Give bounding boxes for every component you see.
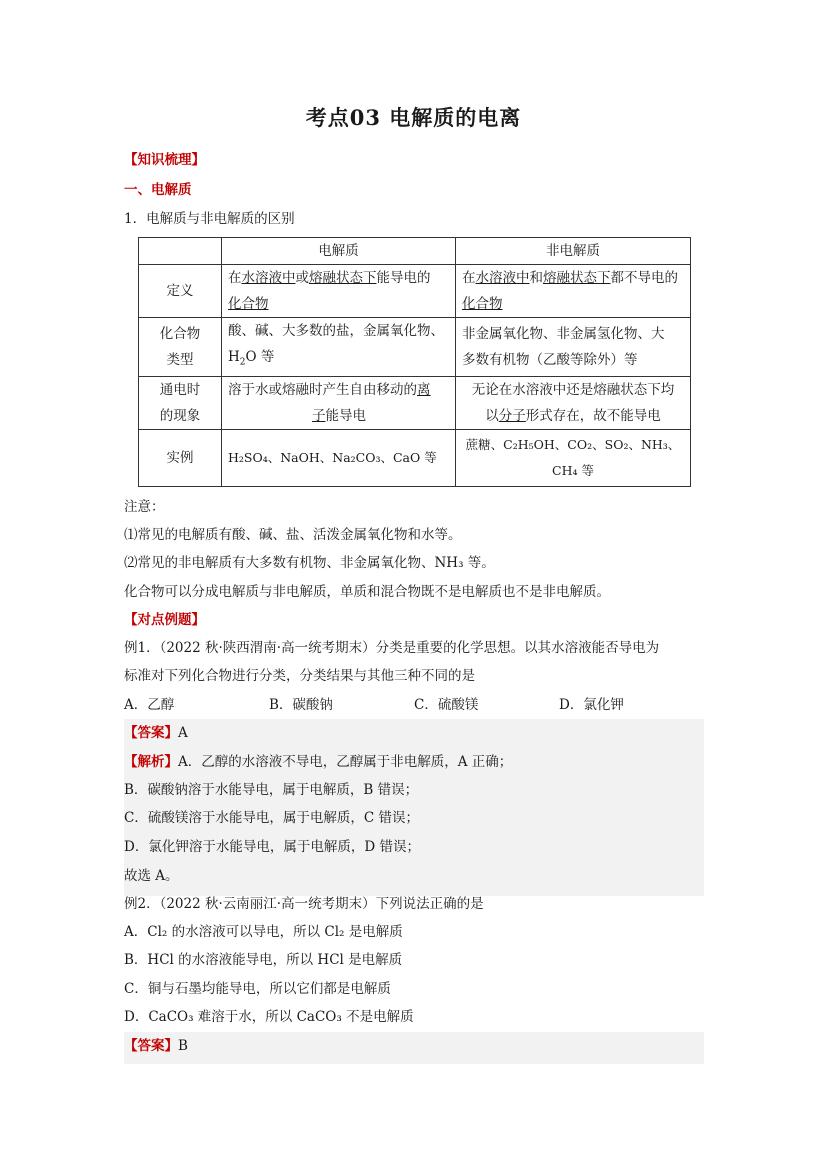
example2-answer: 【答案】B: [124, 1038, 188, 1054]
notes-label: 注意：: [124, 499, 165, 515]
table-header-cell: 非电解质: [456, 238, 691, 265]
option-b: B．碳酸钠: [269, 697, 333, 713]
analysis-line: 故选 A。: [124, 868, 179, 884]
note-item: ⑴常见的电解质有酸、碱、盐、活泼金属氧化物和水等。: [124, 527, 462, 543]
example1-stem: 例1．（2022 秋·陕西渭南·高一统考期末）分类是重要的化学思想。以其水溶液能否导电为: [124, 640, 660, 656]
example2-stem: 例2．（2022 秋·云南丽江·高一统考期末）下列说法正确的是: [124, 896, 484, 912]
table-cell: 在水溶液中和熔融状态下都不导电的 化合物: [456, 265, 691, 318]
table-row: [139, 265, 691, 318]
table-cell: 无论在水溶液中还是熔融状态下均 以分子形式存在，故不能导电: [456, 376, 691, 429]
row-label: 化合物 类型: [139, 318, 222, 377]
note-item: 化合物可以分成电解质与非电解质，单质和混合物既不是电解质也不是非电解质。: [124, 584, 610, 600]
example1-answer: 【答案】A: [124, 725, 188, 741]
table-cell: 在水溶液中或熔融状态下能导电的 化合物: [222, 265, 456, 318]
row-label: 通电时 的现象: [139, 376, 222, 429]
example2-solution-background: [124, 1032, 704, 1064]
table-row: [139, 318, 691, 377]
option-b: B．HCl 的水溶液能导电，所以 HCl 是电解质: [124, 952, 403, 968]
subheading-difference: 1．电解质与非电解质的区别: [124, 211, 295, 227]
page-title: 考点03 电解质的电离: [305, 105, 522, 130]
table-cell: 蔗糖、C₂H₅OH、CO₂、SO₂、NH₃、 CH₄ 等: [456, 429, 691, 486]
option-d: D．CaCO₃ 难溶于水，所以 CaCO₃ 不是电解质: [124, 1009, 414, 1025]
table-cell: 酸、碱、大多数的盐，金属氧化物、 $H_2O$ 等: [222, 318, 456, 377]
example1-options: [124, 695, 704, 715]
analysis-line: B．碳酸钠溶于水能导电，属于电解质，B 错误；: [124, 782, 419, 798]
option-a: A．乙醇: [124, 697, 175, 713]
row-label: 定义: [139, 265, 222, 318]
table-cell: 溶于水或熔融时产生自由移动的离 子能导电: [222, 376, 456, 429]
note-item: ⑵常见的非电解质有大多数有机物、非金属氧化物、NH₃ 等。: [124, 555, 495, 571]
example1-stem: 标准对下列化合物进行分类，分类结果与其他三种不同的是: [124, 668, 475, 684]
table-header-row: [139, 238, 691, 265]
table-header-cell: [139, 238, 222, 265]
example1-analysis: 【解析】A．乙醇的水溶液不导电，乙醇属于非电解质，A 正确；: [124, 754, 513, 770]
table-row: [139, 429, 691, 486]
option-c: C．硫酸镁: [414, 697, 479, 713]
analysis-line: D．氯化钾溶于水能导电，属于电解质，D 错误；: [124, 839, 420, 855]
row-label: 实例: [139, 429, 222, 486]
section-knowledge-heading: 【知识梳理】: [124, 152, 205, 168]
table-cell: H₂SO₄、NaOH、Na₂CO₃、CaO 等: [222, 429, 456, 486]
table-cell: 非金属氧化物、非金属氢化物、大 多数有机物（乙酸等除外）等: [456, 318, 691, 377]
table-header-cell: 电解质: [222, 238, 456, 265]
analysis-line: C．硫酸镁溶于水能导电，属于电解质，C 错误；: [124, 810, 419, 826]
option-d: D．氯化钾: [559, 697, 624, 713]
option-a: A．Cl₂ 的水溶液可以导电，所以 Cl₂ 是电解质: [124, 924, 403, 940]
heading-electrolyte: 一、电解质: [124, 182, 192, 198]
table-row: [139, 376, 691, 429]
section-examples-heading: 【对点例题】: [124, 612, 205, 628]
option-c: C．铜与石墨均能导电，所以它们都是电解质: [124, 981, 391, 997]
comparison-table: [138, 237, 691, 487]
